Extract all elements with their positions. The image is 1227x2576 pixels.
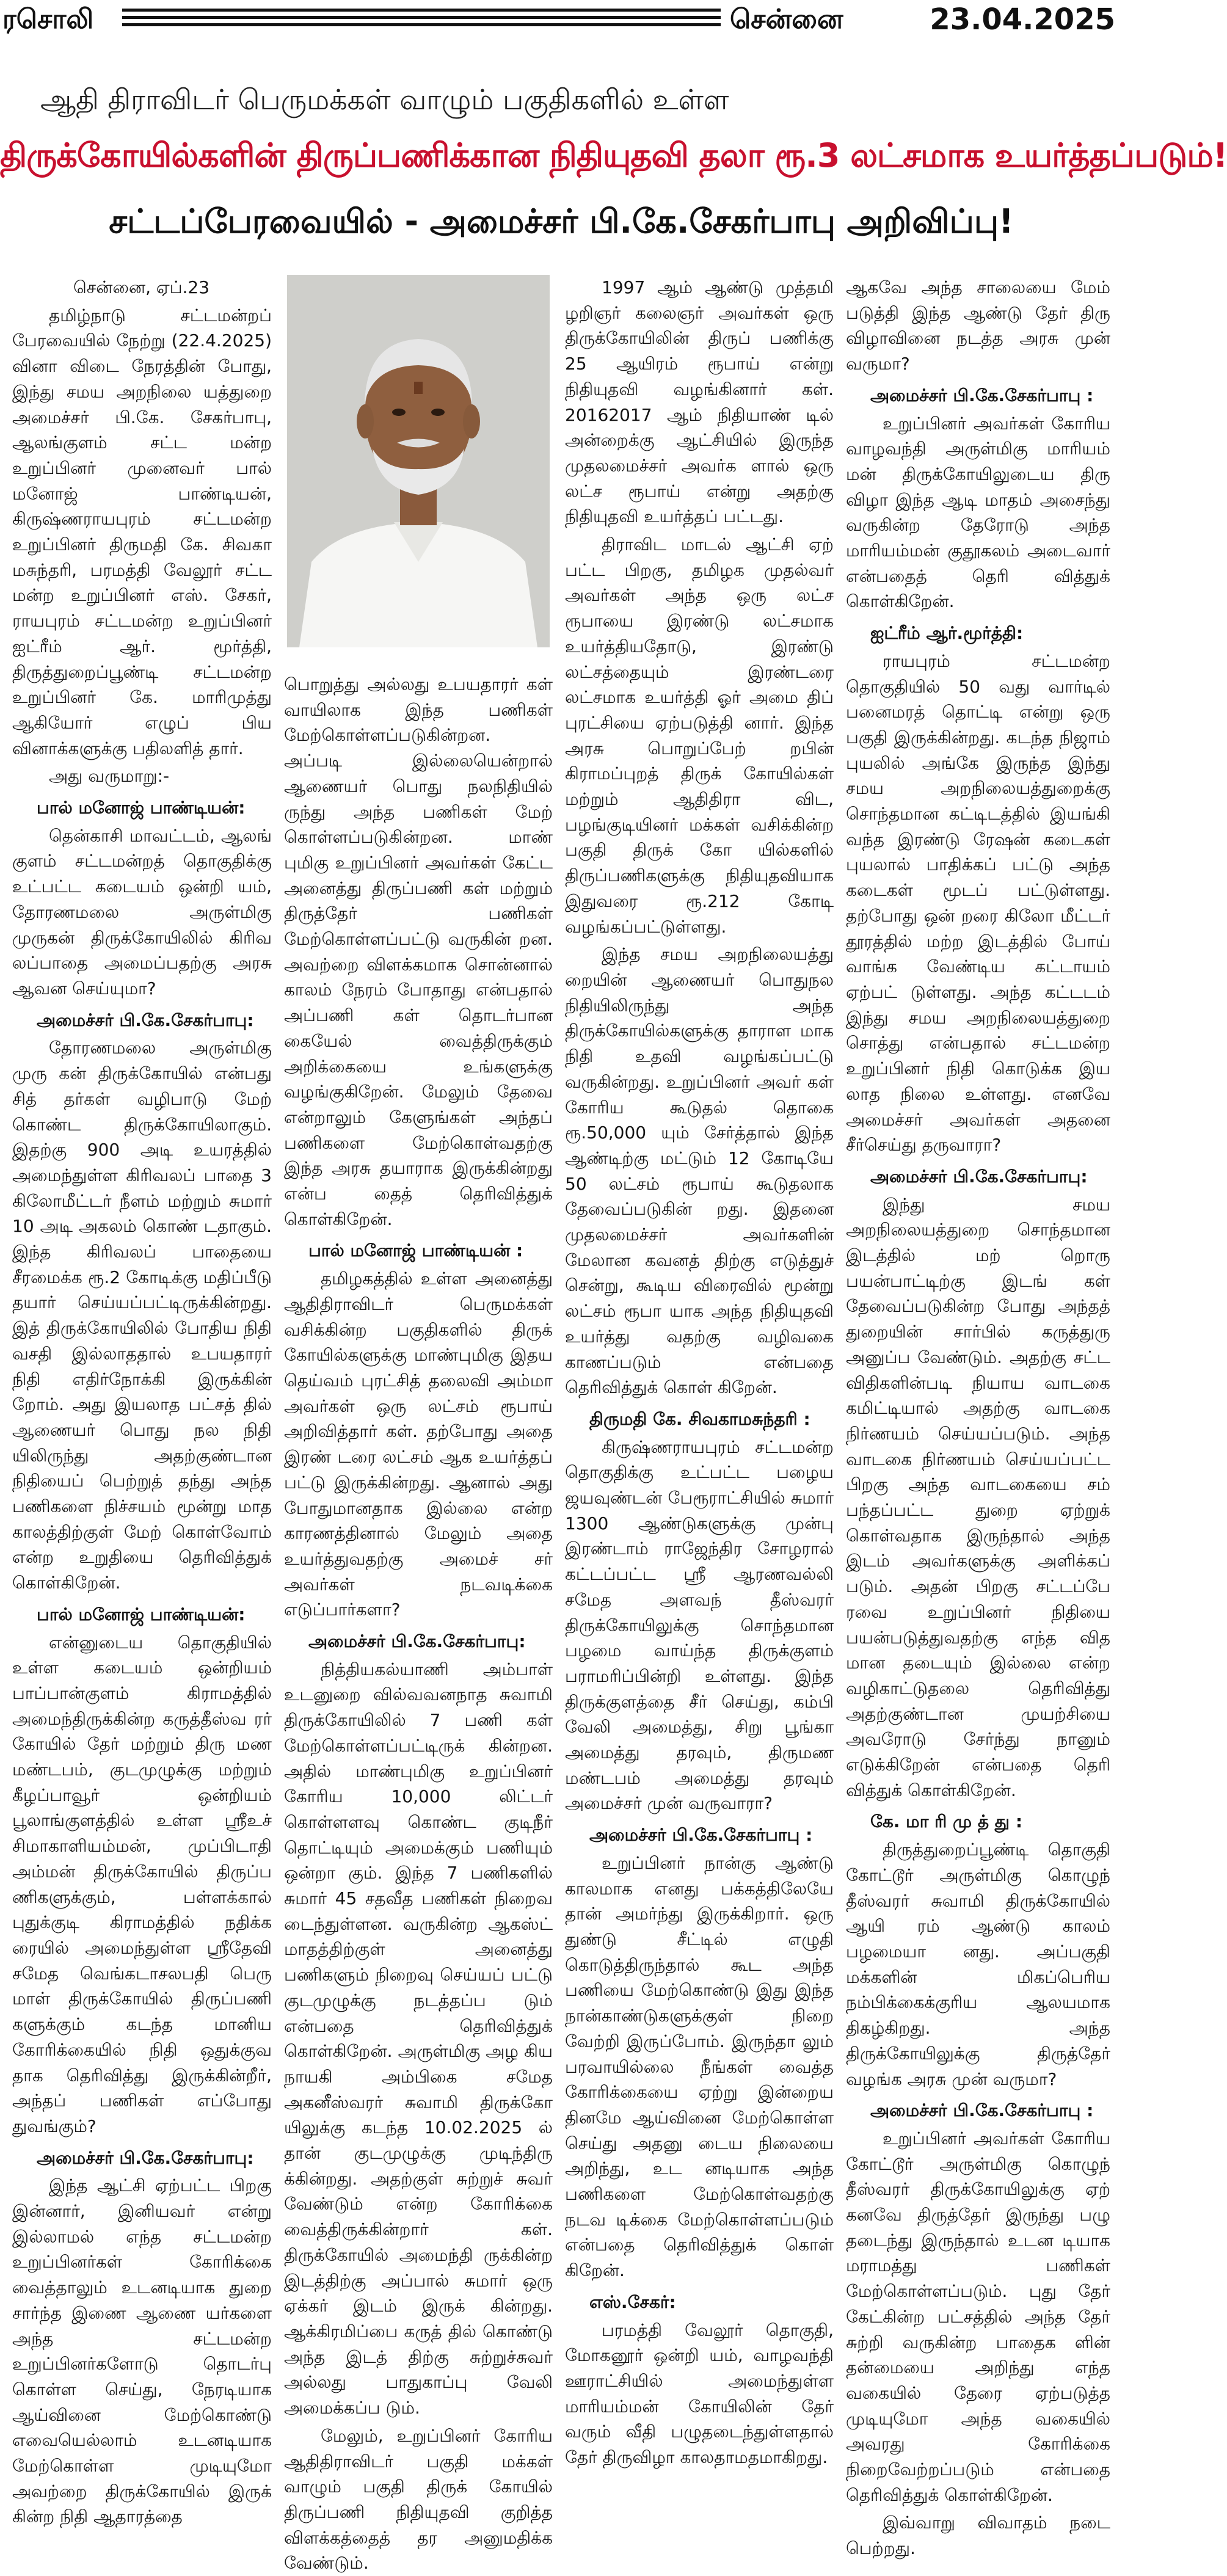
speaker-label: அமைச்சர் பி.கே.சேகர்பாபு: (37, 2147, 254, 2168)
paragraph: 1997 ஆம் ஆண்டு முத்தமி ழறிஞர் கலைஞர் அவர்கள் ஒரு திருக்கோயிலின் திருப் பணிக்கு 25 ஆயிரம் ரூபாய் என்று நிதியுதவி வழங்கினார் கள். 20162017 ஆம் நிதியாண் டில் அன்றைக்கு ஆட்சியில் இருந்த முதலமைச்சர் அவர்க ளால் ஒரு லட்ச ரூபாய் என்று அதற்கு நிதியுதவி உயர்த்தப் பட்டது. (565, 277, 834, 527)
speaker-label: எஸ்.சேகர்: (589, 2291, 676, 2312)
paragraph: தமிழகத்தில் உள்ள அனைத்து ஆதிதிராவிடர் பெருமக்கள் வசிக்கின்ற பகுதிகளில் திருக் கோயில்களுக்கு மாண்புமிகு இதய தெய்வம் புரட்சித் தலைவி அம்மா அவர்கள் ஒரு லட்சம் ரூபாய் அறிவித்தார் கள். தற்போது அதை இரண் டரை லட்சம் ஆக உயர்த்தப் பட்டு இருக்கின்றது. ஆனால் அது போதுமானதாக இல்லை என்ற காரணத்தினால் மேலும் அதை உயர்த்துவதற்கு அமைச் சர் அவர்கள் நடவடிக்கை எடுப்பார்களா? (284, 1268, 553, 1620)
paragraph: தென்காசி மாவட்டம், ஆலங் குளம் சட்டமன்றத் தொகுதிக்கு உட்பட்ட கடையம் ஒன்றி யம், தோரணமலை அருள்மிகு முருகன் திருக்கோயிலில் கிரிவ லப்பாதை அமைப்பதற்கு அரசு ஆவன செய்யுமா? (12, 825, 272, 999)
masthead (0, 0, 1123, 43)
paragraph: இந்த சமய அறநிலையத்து றையின் ஆணையர் பொதுநல நிதியிலிருந்து அந்த திருக்கோயில்களுக்கு தாராள மாக நிதி உதவி வழங்கப்பட்டு வருகின்றது. உறுப்பினர் அவர் கள் கோரிய கூடுதல் தொகை ரூ.50,000 யும் சேர்த்தால் இந்த ஆண்டிற்கு மட்டும் 12 கோடியே 50 லட்சம் ரூபாய் கூடுதலாக தேவைப்படுகின் றது. இதனை முதலமைச்சர் அவர்களின் மேலான கவனத் திற்கு எடுத்துச் சென்று, கூடிய விரைவில் மூன்று லட்சம் ரூபா யாக அந்த நிதியுதவி உயர்த்து வதற்கு வழிவகை காணப்படும் என்பதை தெரிவித்துக் கொள் கிறேன். (565, 944, 834, 1398)
portrait-photo (287, 275, 550, 647)
paragraph: கிருஷ்ணராயபுரம் சட்டமன்ற தொகுதிக்கு உட்பட்ட பழைய ஜயவுண்டன் பேரூராட்சியில் சுமார் 1300 ஆண்டுகளுக்கு முன்பு இரண்டாம் ராஜேந்திர சோழரால் கட்டப்பட்ட ஸ்ரீ ஆரணவல்லி சமேத அளவந் தீஸ்வரர் திருக்கோயிலுக்கு சொந்தமான பழமை வாய்ந்த திருக்குளம் பராமரிப்பின்றி உள்ளது. இந்த திருக்குளத்தை சீர் செய்து, கம்பி வேலி அமைத்து, சிறு பூங்கா அமைத்து தரவும், திருமண மண்டபம் அமைத்து தரவும் அமைச்சர் முன் வருவாரா? (565, 1436, 834, 1814)
article-column-3 (565, 275, 834, 2468)
paragraph: உறுப்பினர் அவர்கள் கோரிய கோட்டூர் அருள்மிகு கொழுந் தீஸ்வரர் திருக்கோயிலுக்கு ஏற் கனவே திருத்தேர் இருந்து பழு தடைந்து இருந்தால் உடன டியாக மராமத்து பணிகள் மேற்கொள்ளப்படும். புது தேர் கேட்கின்ற பட்சத்தில் அந்த தேர் சுற்றி வருகின்ற பாதைக ளின் தன்மையை அறிந்து எந்த வகையில் தேரை ஏற்படுத்த முடியுமோ அந்த வகையில் அவரது கோரிக்கை நிறைவேற்றப்படும் என்பதை தெரிவித்துக் கொள்கிறேன். (846, 2128, 1110, 2505)
masthead-rule (122, 9, 721, 12)
speaker-label: அமைச்சர் பி.கே.சேகர்பாபு : (870, 385, 1094, 406)
paragraph: உறுப்பினர் நான்கு ஆண்டு காலமாக எனது பக்கத்திலேயே தான் அமர்ந்து இருக்கிறார். ஒரு துண்டு சீட்டில் எழுதி கொடுத்திருந்தால் கூட அந்த பணியை மேற்கொண்டு இது இந்த நான்காண்டுகளுக்குள் நிறை வேற்றி இருப்போம். இருந்தா லும் பரவாயில்லை நீங்கள் வைத்த கோரிக்கையை ஏற்று இன்றைய தினமே ஆய்வினை மேற்கொள்ள செய்து அதனு டைய நிலையை அறிந்து, உட னடியாக அந்த பணிகளை மேற்கொள்வதற்கு நடவ டிக்கை மேற்கொள்ளப்படும் என்பதை தெரிவித்துக் கொள் கிறேன். (565, 1852, 834, 2281)
article-column-2 (284, 672, 553, 2574)
article-column-1 (12, 275, 272, 2527)
paragraph: அது வருமாறு:- (49, 766, 170, 787)
subheadline: சட்டப்பேரவையில் - அமைச்சர் பி.கே.சேகர்பாபு அறிவிப்பு! (109, 202, 1014, 241)
speaker-label: பால் மனோஜ் பாண்டியன்: (37, 1604, 246, 1625)
speaker-label: பால் மனோஜ் பாண்டியன்: (37, 798, 246, 818)
paragraph: ஆகவே அந்த சாலையை மேம் படுத்தி இந்த ஆண்டு தேர் திரு விழாவினை நடத்த அரசு முன் வருமா? (846, 277, 1110, 374)
speaker-label: அமைச்சர் பி.கே.சேகர்பாபு: (870, 1166, 1088, 1187)
masthead-rule (122, 16, 721, 19)
speaker-label: அமைச்சர் பி.கே.சேகர்பாபு: (308, 1631, 526, 1652)
masthead-rule (122, 23, 721, 26)
city-name: சென்னை (730, 4, 843, 35)
paragraph: இவ்வாறு விவாதம் நடை பெற்றது. (846, 2512, 1110, 2559)
kicker: ஆதி திராவிடர் பெருமக்கள் வாழும் பகுதிகளில் உள்ள (40, 83, 729, 116)
paragraph: இந்து சமய அறநிலையத்துறை சொந்தமான இடத்தில் மற் றொரு பயன்பாட்டிற்கு இடங் கள் தேவைப்படுகின்ற போது அந்தத் துறையின் சார்பில் கருத்துரு அனுப்ப வேண்டும். அதற்கு சட்ட விதிகளின்படி நியாய வாடகை கமிட்டியால் அதற்கு வாடகை நிர்ணயம் செய்யப்படும். அந்த வாடகை நிர்ணயம் செய்யப்பட்ட பிறகு அந்த வாடகையை சம் பந்தப்பட்ட துறை ஏற்றுக் கொள்வதாக இருந்தால் அந்த இடம் அவர்களுக்கு அளிக்கப் படும். அதன் பிறகு சட்டப்பே ரவை உறுப்பினர் நிதியை பயன்படுத்துவதற்கு எந்த வித மான தடையும் இல்லை என்ற வழிகாட்டுதலை தெரிவித்து அதற்குண்டான முயற்சியை அவரோடு சேர்ந்து நானும் எடுக்கிறேன் என்பதை தெரி வித்துக் கொள்கிறேன். (846, 1194, 1110, 1800)
paragraph: ராயபுரம் சட்டமன்ற தொகுதியில் 50 வது வார்டில் பனைமரத் தொட்டி என்று ஒரு பகுதி இருக்கின்றது. கடந்த நிஜாம் புயலில் அங்கே இருந்த இந்து சமய அறநிலையத்துறைக்கு சொந்தமான கட்டிடத்தில் இயங்கி வந்த இரண்டு ரேஷன் கடைகள் புயலால் பாதிக்கப் பட்டு அந்த கடைகள் மூடப் பட்டுள்ளது. தற்போது ஒன் றரை கிலோ மீட்டர் தூரத்தில் மற்ற இடத்தில் போய் வாங்க வேண்டிய கட்டாயம் ஏற்பட் டுள்ளது. அந்த கட்டடம் இந்து சமய அறநிலையத்துறை சொத்து என்பதால் சட்டமன்ற உறுப்பினர் நிதி கொடுக்க இய லாத நிலை உள்ளது. எனவே அமைச்சர் அவர்கள் அதனை சீர்செய்து தருவாரா? (846, 650, 1110, 1155)
newspaper-name: ரசொலி (2, 4, 94, 35)
paragraph: பொறுத்து அல்லது உபயதாரர் கள் வாயிலாக இந்த பணிகள் மேற்கொள்ளப்படுகின்றன. அப்படி இல்லையென்றால் ஆணையர் பொது நலநிதியில் ருந்து அந்த பணிகள் மேற் கொள்ளப்படுகின்றன. மாண் புமிகு உறுப்பினர் அவர்கள் கேட்ட அனைத்து திருப்பணி கள் மற்றும் திருத்தேர் பணிகள் மேற்கொள்ளப்பட்டு வருகின் றன. அவற்றை விளக்கமாக சொன்னால் காலம் நேரம் போதாது என்பதால் அப்பணி கள் தொடர்பான கையேல் வைத்திருக்கும் அறிக்கையை உங்களுக்கு வழங்குகிறேன். மேலும் தேவை என்றாலும் கேளுங்கள் அந்தப் பணிகளை மேற்கொள்வதற்கு இந்த அரசு தயாராக இருக்கின்றது என்ப தைத் தெரிவித்துக் கொள்கிறேன். (284, 674, 553, 1229)
headline: திருக்கோயில்களின் திருப்பணிக்கான நிதியுதவி தலா ரூ.3 லட்சமாக உயர்த்தப்படும்! (0, 136, 1227, 175)
portrait-illustration (287, 275, 550, 647)
speaker-label: திருமதி கே. சிவகாமசுந்தரி : (589, 1408, 810, 1429)
article-column-4 (846, 275, 1110, 2559)
paragraph: மேலும், உறுப்பினர் கோரிய ஆதிதிராவிடர் பகுதி மக்கள் வாழும் பகுதி திருக் கோயில் திருப்பணி நிதியுதவி குறித்த விளக்கத்தைத் தர அனுமதிக்க வேண்டும். (284, 2425, 553, 2574)
paragraph: நித்தியகல்யாணி அம்பாள் உடனுறை வில்வவனநாத சுவாமி திருக்கோயிலில் 7 பணி கள் மேற்கொள்ளப்பட்டிருக் கின்றன. அதில் மாண்புமிகு உறுப்பினர் கோரிய 10,000 லிட்டர் கொள்ளளவு கொண்ட குடிநீர் தொட்டியும் அமைக்கும் பணியும் ஒன்றா கும். இந்த 7 பணிகளில் சுமார் 45 சதவீத பணிகள் நிறைவ டைந்துள்ளன. வருகின்ற ஆகஸ்ட் மாதத்திற்குள் அனைத்து பணிகளும் நிறைவு செய்யப் பட்டு குடமுழுக்கு நடத்தப்ப டும் என்பதை தெரிவித்துக் கொள்கிறேன். அருள்மிகு அழ கிய நாயகி அம்பிகை சமேத அகனீஸ்வரர் சுவாமி திருக்கோ யிலுக்கு கடந்த 10.02.2025 ல் தான் குடமுழுக்கு முடிந்திரு க்கின்றது. அதற்குள் சுற்றுச் சுவர் வேண்டும் என்ற கோரிக்கை வைத்திருக்கின்றார் கள். திருக்கோயில் அமைந்தி ருக்கின்ற இடத்திற்கு அப்பால் சுமார் ஒரு ஏக்கர் இடம் இருக் கின்றது. ஆக்கிரமிப்பை கருத் தில் கொண்டு அந்த இடத் திற்கு சுற்றுச்சுவர் அல்லது பாதுகாப்பு வேலி அமைக்கப்ப டும். (284, 1659, 553, 2418)
speaker-label: ஐட்ரீம் ஆர்.மூர்த்தி: (870, 623, 1024, 644)
paragraph: தோரணமலை அருள்மிகு முரு கன் திருக்கோயில் என்பது சித் தர்கள் வழிபாடு மேற் கொண்ட திருக்கோயிலாகும். இதற்கு 900 அடி உயரத்தில் அமைந்துள்ள கிரிவலப் பாதை 3 கிலோமீட்டர் நீளம் மற்றும் சுமார் 10 அடி அகலம் கொண் டதாகும். இந்த கிரிவலப் பாதையை சீரமைக்க ரூ.2 கோடிக்கு மதிப்பீடு தயார் செய்யப்பட்டிருக்கின்றது. இத் திருக்கோயிலில் போதிய நிதி வசதி இல்லாததால் உபயதாரர் நிதி எதிர்நோக்கி இருக்கின் றோம். அது இயலாத பட்சத் தில் ஆணையர் பொது நல நிதி யிலிருந்து அதற்குண்டான நிதியைப் பெற்றுத் தந்து அந்த பணிகளை நிச்சயம் மூன்று மாத காலத்திற்குள் மேற் கொள்வோம் என்ற உறுதியை தெரிவித்துக் கொள்கிறேன். (12, 1038, 272, 1593)
paragraph: இந்த ஆட்சி ஏற்பட்ட பிறகு இன்னார், இனியவர் என்று இல்லாமல் எந்த சட்டமன்ற உறுப்பினர்கள் கோரிக்கை வைத்தாலும் உடனடியாக துறை சார்ந்த இணை ஆணை யர்களை அந்த சட்டமன்ற உறுப்பினர்களோடு தொடர்பு கொள்ள செய்து, நேரடியாக ஆய்வினை மேற்கொண்டு எவையெல்லாம் உடனடியாக மேற்கொள்ள முடியுமோ அவற்றை திருக்கோயில் இருக் கின்ற நிதி ஆதாரத்தை (12, 2175, 272, 2527)
paragraph: திராவிட மாடல் ஆட்சி ஏற் பட்ட பிறகு, தமிழக முதல்வர் அவர்கள் அந்த ஒரு லட்ச ரூபாயை இரண்டு லட்சமாக உயர்த்தியதோடு, இரண்டு லட்சத்தையும் இரண்டரை லட்சமாக உயர்த்தி ஓர் அமை திப் புரட்சியை ஏற்படுத்தி னார். இந்த அரசு பொறுப்பேற் றபின் கிராமப்புறத் திருக் கோயில்கள் மற்றும் ஆதிதிரா விட, பழங்குடியினர் மக்கள் வசிக்கின்ற பகுதி திருக் கோ யில்களில் திருப்பணிகளுக்கு நிதியுதவியாக இதுவரை ரூ.212 கோடி வழங்கப்பட்டுள்ளது. (565, 534, 834, 937)
speaker-label: கே. மா ரி மு த் து : (870, 1811, 1023, 1832)
issue-date: 23.04.2025 (930, 2, 1115, 37)
speaker-label: பால் மனோஜ் பாண்டியன் : (308, 1240, 523, 1261)
paragraph: திருத்துறைப்பூண்டி தொகுதி கோட்டூர் அருள்மிகு கொழுந் தீஸ்வரர் சுவாமி திருக்கோயில் ஆயி ரம் ஆண்டு காலம் பழமையா னது. அப்பகுதி மக்களின் மிகப்பெரிய நம்பிக்கைக்குரிய ஆலயமாக திகழ்கிறது. அந்த திருக்கோயிலுக்கு திருத்தேர் வழங்க அரசு முன் வருமா? (846, 1839, 1110, 2089)
dateline: சென்னை, ஏப்.23 (73, 277, 210, 297)
paragraph: உறுப்பினர் அவர்கள் கோரிய வாழவந்தி அருள்மிகு மாரியம் மன் திருக்கோயிலுடைய திரு விழா இந்த ஆடி மாதம் அசைந்து வருகின்ற தேரோடு அந்த மாரியம்மன் குதூகலம் அடைவார் என்பதைத் தெரி வித்துக் கொள்கிறேன். (846, 413, 1110, 612)
speaker-label: அமைச்சர் பி.கே.சேகர்பாபு : (870, 2100, 1094, 2121)
speaker-label: அமைச்சர் பி.கே.சேகர்பாபு: (37, 1010, 254, 1030)
speaker-label: அமைச்சர் பி.கே.சேகர்பாபு : (589, 1825, 813, 1846)
paragraph: தமிழ்நாடு சட்டமன்றப் பேரவையில் நேற்று (22.4.2025) வினா விடை நேரத்தின் போது, இந்து சமய அறநிலை யத்துறை அமைச்சர் பி.கே. சேகர்பாபு, ஆலங்குளம் சட்ட மன்ற உறுப்பினர் முனைவர் பால் மனோஜ் பாண்டியன், கிருஷ்ணராயபுரம் சட்டமன்ற உறுப்பினர் திருமதி கே. சிவகா மசுந்தரி, பரமத்தி வேலூர் சட்ட மன்ற உறுப்பினர் எஸ். சேகர், ராயபுரம் சட்டமன்ற உறுப்பினர் ஐட்ரீம் ஆர். மூர்த்தி, திருத்துறைப்பூண்டி சட்டமன்ற உறுப்பினர் கே. மாரிமுத்து ஆகியோர் எழுப் பிய வினாக்களுக்கு பதிலளித் தார். (12, 305, 272, 759)
paragraph: என்னுடைய தொகுதியில் உள்ள கடையம் ஒன்றியம் பாப்பான்குளம் கிராமத்தில் அமைந்திருக்கின்ற கருத்தீஸ்வ ரர் கோயில் தேர் மற்றும் திரு மண மண்டபம், குடமுழுக்கு மற்றும் கீழப்பாவூர் ஒன்றியம் பூலாங்குளத்தில் உள்ள ஸ்ரீஉச் சிமாகாளியம்மன், முப்பிடாதி அம்மன் திருக்கோயில் திருப்ப ணிகளுக்கும், பள்ளக்கால் புதுக்குடி கிராமத்தில் நதிக்க ரையில் அமைந்துள்ள ஸ்ரீதேவி சமேத வெங்கடாசலபதி பெரு மாள் திருக்கோயில் திருப்பணி களுக்கும் கடந்த மானிய கோரிக்கையில் நிதி ஒதுக்குவ தாக தெரிவித்து இருக்கின்றீர், அந்தப் பணிகள் எப்போது துவங்கும்? (12, 1632, 272, 2136)
paragraph: பரமத்தி வேலூர் தொகுதி, மோகனூர் ஒன்றி யம், வாழவந்தி ஊராட்சியில் அமைந்துள்ள மாரியம்மன் கோயிலின் தேர் வரும் வீதி பழுதடைந்துள்ளதால் தேர் திருவிழா காலதாமதமாகிறது. (565, 2319, 834, 2468)
